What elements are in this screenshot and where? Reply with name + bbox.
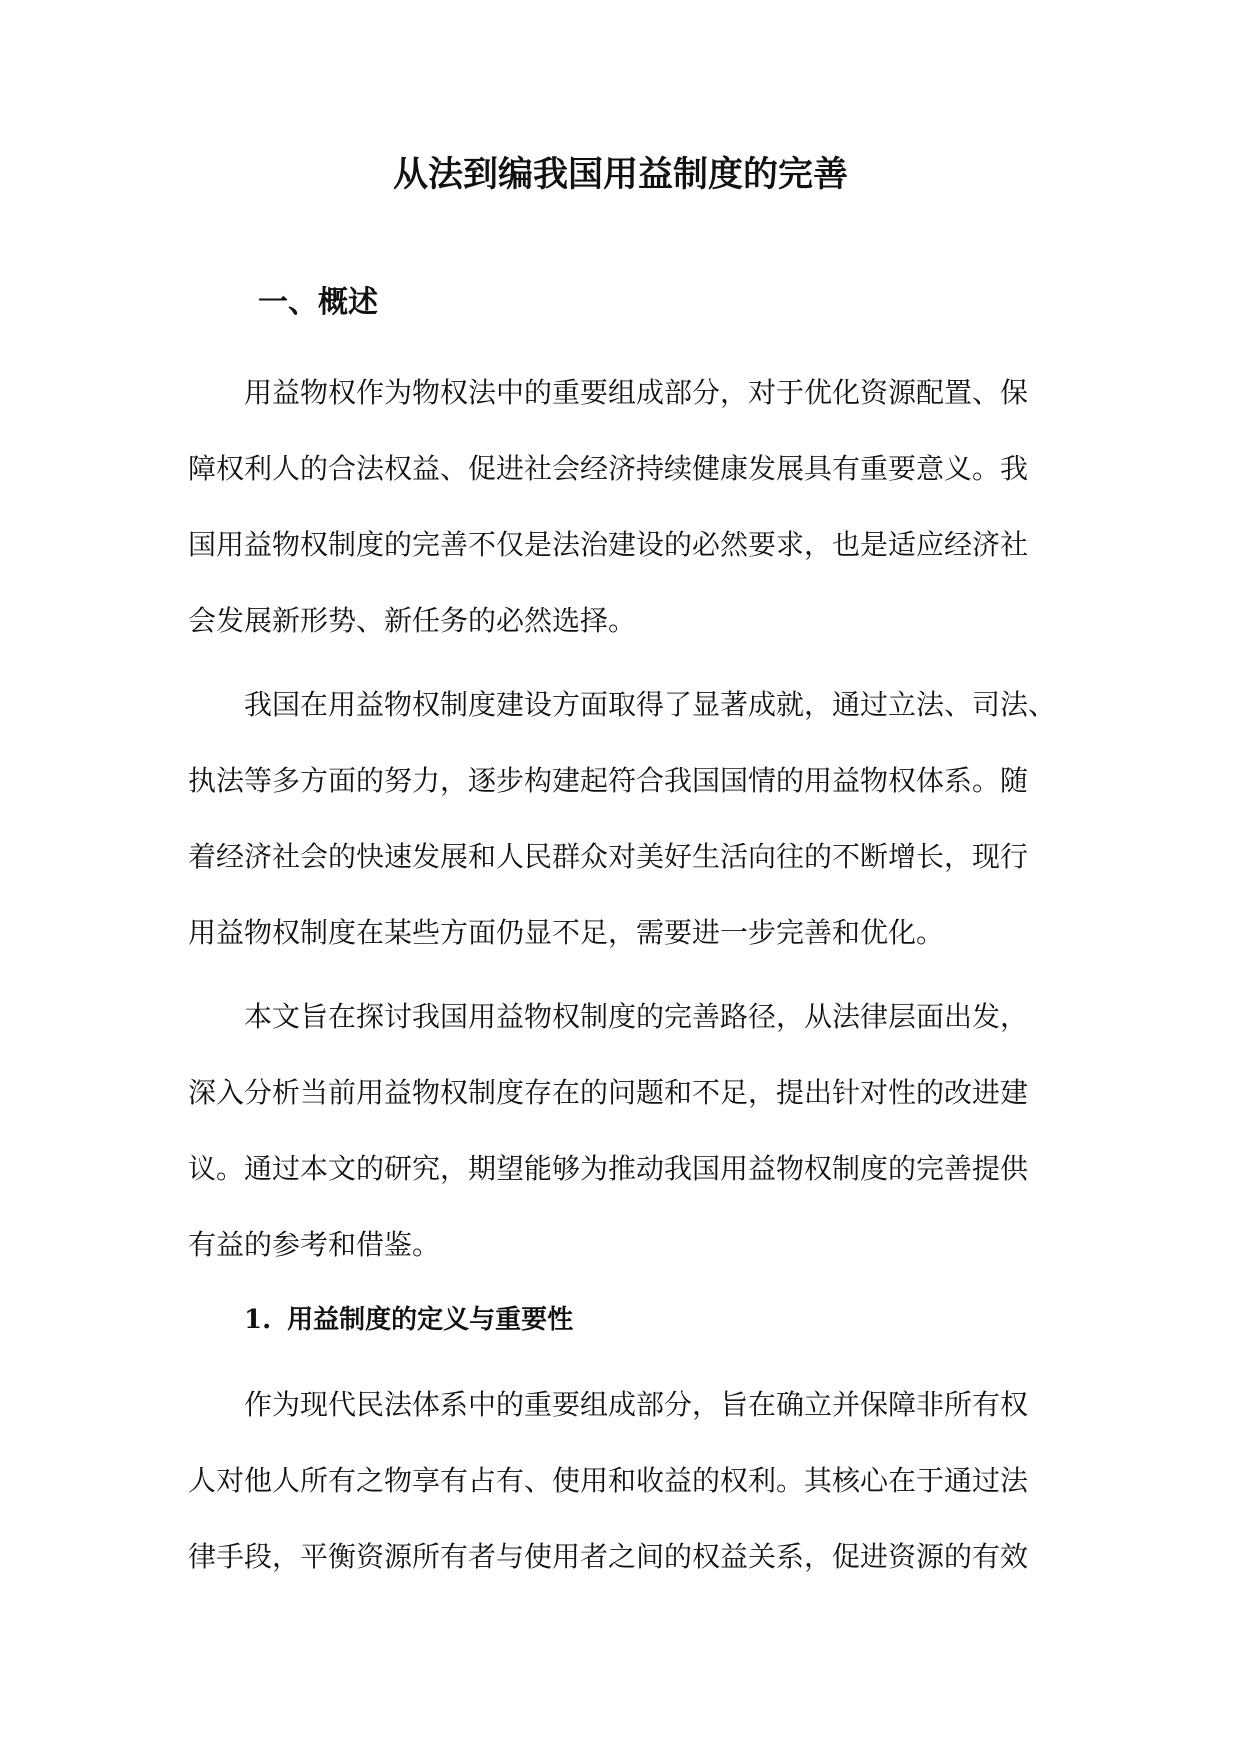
paragraph-line: 用益物权作为物权法中的重要组成部分，对于优化资源配置、保 xyxy=(244,376,1029,409)
document-title: 从法到编我国用益制度的完善 xyxy=(392,154,848,195)
paragraph-line: 执法等多方面的努力，逐步构建起符合我国国情的用益物权体系。随 xyxy=(188,764,1029,797)
paragraph-line: 深入分析当前用益物权制度存在的问题和不足，提出针对性的改进建 xyxy=(188,1076,1029,1109)
paragraph-line: 障权利人的合法权益、促进社会经济持续健康发展具有重要意义。我 xyxy=(188,452,1029,485)
paragraph-4 xyxy=(188,1367,1048,1595)
paragraph-1 xyxy=(188,355,1048,659)
paragraph-line: 议。通过本文的研究，期望能够为推动我国用益物权制度的完善提供 xyxy=(188,1152,1029,1185)
subsection-heading-text: 用益制度的定义与重要性 xyxy=(287,1305,574,1335)
paragraph-line: 有益的参考和借鉴。 xyxy=(188,1228,441,1261)
subsection-heading-definition xyxy=(244,1300,573,1340)
paragraph-line: 本文旨在探讨我国用益物权制度的完善路径，从法律层面出发， xyxy=(244,1000,1029,1033)
paragraph-line: 着经济社会的快速发展和人民群众对美好生活向往的不断增长，现行 xyxy=(188,840,1029,873)
paragraph-line: 作为现代民法体系中的重要组成部分，旨在确立并保障非所有权 xyxy=(244,1388,1029,1421)
paragraph-line: 用益物权制度在某些方面仍显不足，需要进一步完善和优化。 xyxy=(188,916,945,949)
paragraph-line: 我国在用益物权制度建设方面取得了显著成就，通过立法、司法、 xyxy=(244,688,1057,721)
paragraph-line: 人对他人所有之物享有占有、使用和收益的权利。其核心在于通过法 xyxy=(188,1464,1029,1497)
paragraph-line: 律手段，平衡资源所有者与使用者之间的权益关系，促进资源的有效 xyxy=(188,1540,1029,1573)
paragraph-line: 会发展新形势、新任务的必然选择。 xyxy=(188,604,637,637)
subsection-number: 1. xyxy=(244,1305,272,1335)
section-heading-overview: 一、概述 xyxy=(258,285,378,320)
paragraph-line: 国用益物权制度的完善不仅是法治建设的必然要求，也是适应经济社 xyxy=(188,528,1029,561)
paragraph-3 xyxy=(188,979,1048,1283)
paragraph-2 xyxy=(188,667,1057,971)
